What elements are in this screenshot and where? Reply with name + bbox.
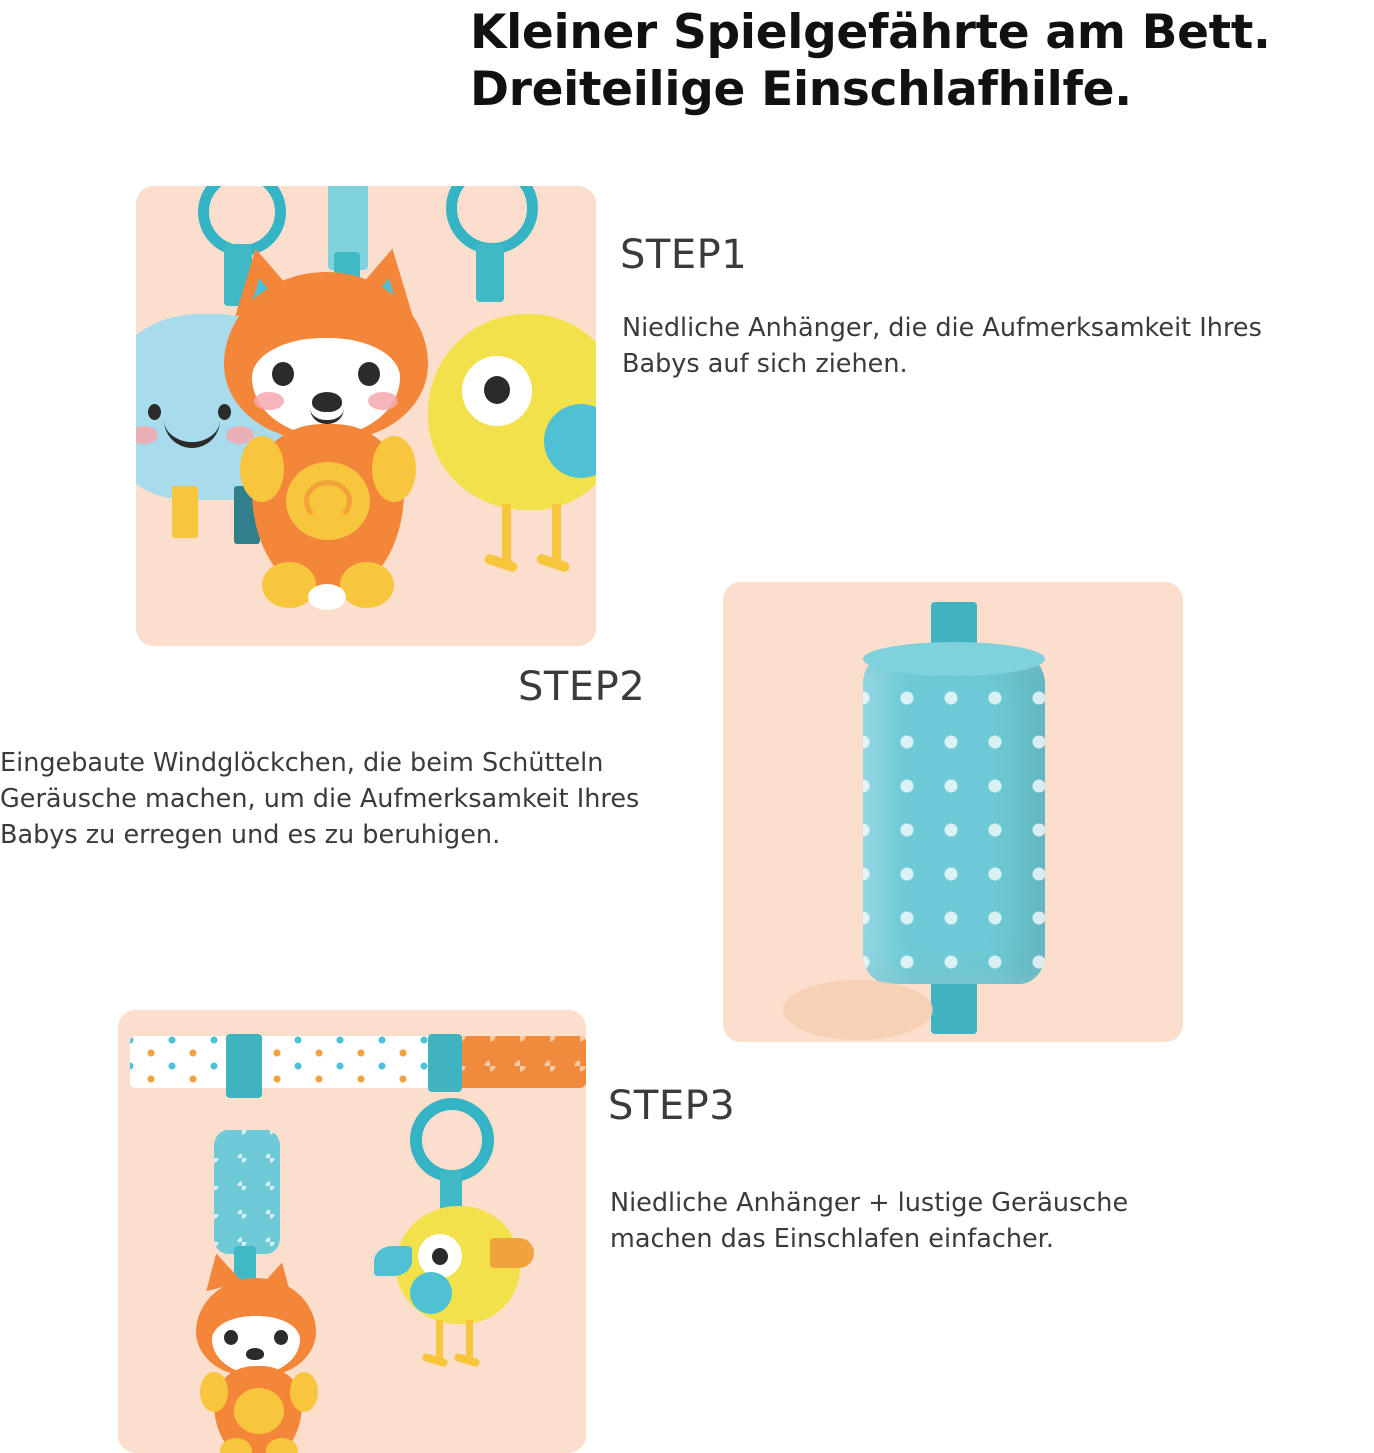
fabric-tag-yellow — [172, 486, 198, 538]
bird-tail — [374, 1246, 412, 1276]
fox-cheek-right — [368, 392, 398, 410]
fox-arm-right — [290, 1372, 318, 1412]
fox-nose — [246, 1348, 264, 1360]
step3-text: Niedliche Anhänger + lustige Geräusche machen das Einschlafen einfacher. — [610, 1188, 1129, 1255]
step2-image — [723, 582, 1183, 1042]
step3-image — [118, 1010, 586, 1453]
fox-belly-patch — [234, 1388, 284, 1434]
step1-text: Niedliche Anhänger, die die Aufmerksamkeit Ihres Babys auf sich ziehen. — [622, 313, 1262, 380]
small-rattle-cylinder — [214, 1130, 280, 1254]
fox-eye-left — [224, 1330, 238, 1345]
step1-label: STEP1 — [620, 232, 748, 278]
cloud-eye-left — [148, 404, 161, 420]
step2-label: STEP2 — [518, 664, 646, 710]
rattle-cylinder-top — [863, 642, 1045, 676]
fox-eye-right — [358, 362, 380, 386]
bird-leg-left — [502, 504, 511, 566]
rattle-cylinder — [863, 654, 1045, 984]
step1-image — [136, 186, 596, 646]
bird-eye-pupil — [432, 1248, 448, 1265]
page-title — [470, 4, 1350, 119]
fox-arm-left — [200, 1372, 228, 1412]
step2-text: Eingebaute Windglöckchen, die beim Schütteln Geräusche machen, um die Aufmerksamkeit Ihres Babys zu erregen und es zu beruhigen. — [0, 748, 640, 851]
fox-cheek-left — [254, 392, 284, 410]
stroller-bar — [130, 1036, 586, 1088]
bar-strap-right — [428, 1034, 462, 1092]
bar-orange-pattern — [460, 1036, 586, 1088]
bird-leg-right — [552, 504, 561, 566]
fox-eye-left — [272, 362, 294, 386]
fox-arm-left — [240, 436, 284, 502]
page-title-line-2: Dreiteilige Einschlafhilfe. — [470, 62, 1132, 118]
rattle-pattern — [863, 654, 1045, 984]
bird-wing-patch — [410, 1272, 452, 1314]
fox-eye-right — [274, 1330, 288, 1345]
fox-arm-right — [372, 436, 416, 502]
bar-dot-pattern — [130, 1036, 460, 1088]
page-title-line-1: Kleiner Spielgefährte am Bett. — [470, 5, 1271, 60]
bird-eye-pupil — [484, 376, 510, 404]
strap-right — [476, 244, 504, 302]
fox-foot-left — [262, 562, 316, 608]
fox-belly-swirl — [304, 480, 352, 522]
background-blur-shape — [783, 980, 933, 1040]
step3-label: STEP3 — [608, 1083, 736, 1129]
fox-tail-tip — [308, 584, 346, 610]
bird-beak — [490, 1238, 534, 1268]
fox-foot-right — [340, 562, 394, 608]
bar-strap-left — [226, 1034, 262, 1098]
